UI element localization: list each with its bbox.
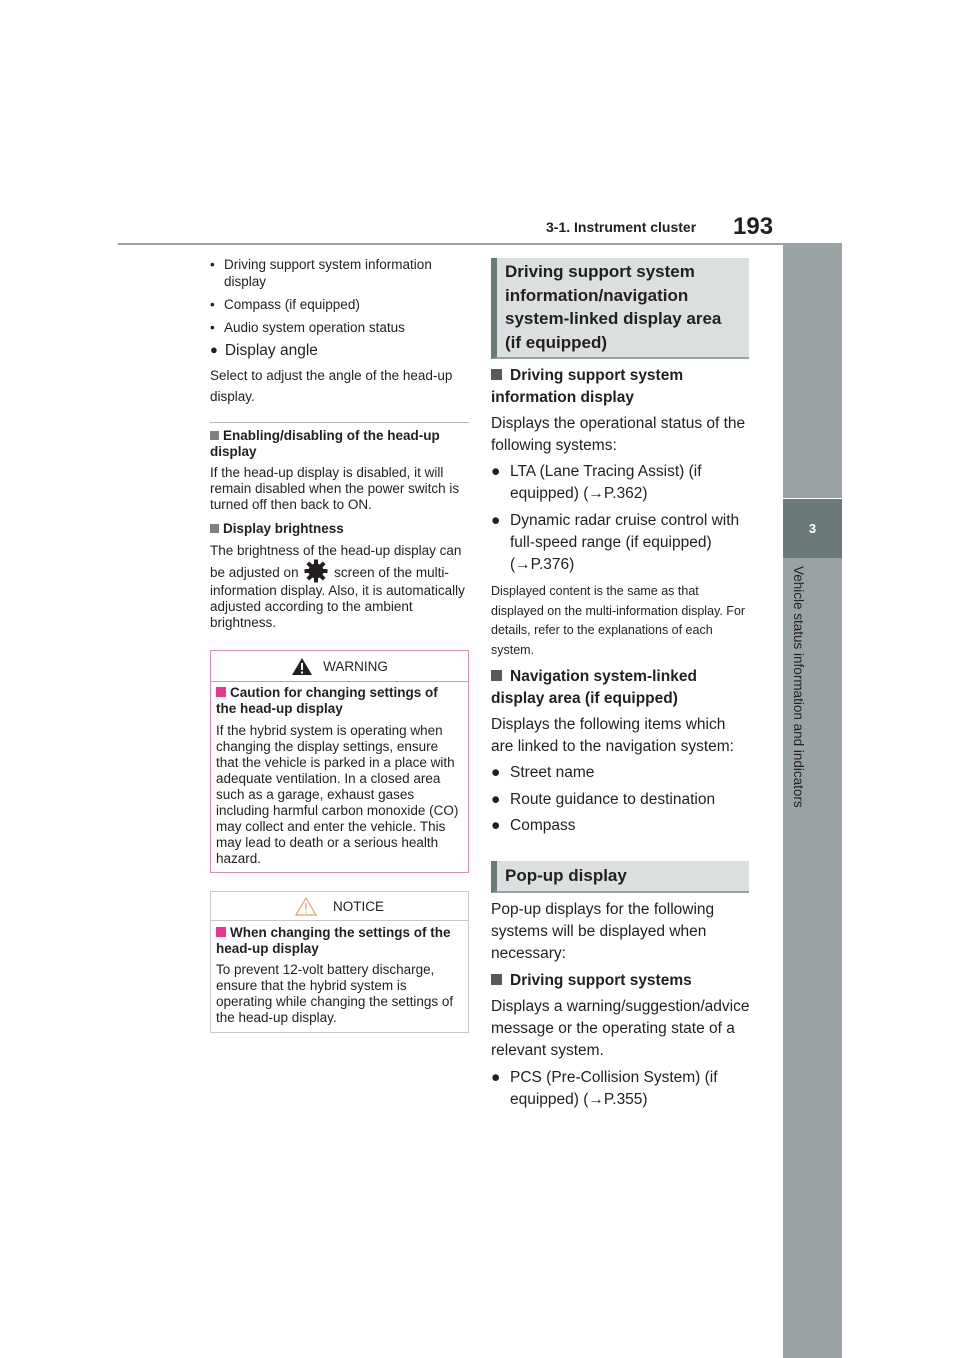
square-bullet-icon [491,369,502,380]
enabling-text: If the head-up display is disabled, it will remain disabled when the power switch is turned off then back to ON. [210,465,460,512]
warning-label: WARNING [323,658,388,674]
navigation-intro: Displays the following items which are linked to the navigation system: [491,716,734,755]
side-tab-top [783,245,842,498]
driving-support-note: Displayed content is the same as that displayed on the multi-information display. For details, refer to the explanations of each system. [491,584,746,657]
brightness-heading: Display brightness [210,521,468,537]
notice-header [211,892,468,921]
chapter-title-text: Vehicle status information and indicators [791,566,806,808]
list-item: ● Compass [491,817,576,834]
notice-text: To prevent 12-volt battery discharge, ensure that the hybrid system is operating while changing the settings of the head-up display. [216,962,454,1025]
warning-text: If the hybrid system is operating when changing the display settings, ensure that the vehicle is parked in a place with adequate ventilation. In a closed area such as a garage, exhaust gases including harmful carbon monoxide (CO) may collect and enter the vehicle. This may lead to death or a serious health hazard. [216,723,459,866]
square-bullet-icon [216,687,226,697]
notice-label: NOTICE [332,898,384,914]
section-heading-display-area: Driving support system information/navigation system-linked display area (if equipped) [491,258,749,359]
divider [210,422,469,423]
notice-box [210,891,469,1033]
square-bullet-icon [216,927,226,937]
chapter-tab: 3 [783,499,842,558]
list-item: • Driving support system information display [210,257,432,289]
driving-support-intro: Displays the operational status of the following systems: [491,415,746,454]
warning-header [211,651,468,682]
list-item: ● Route guidance to destination [491,791,716,808]
brightness-text: The brightness of the head-up display can be adjusted on screen of the multi-information display. Also, it is automatically adjusted according to the ambient brightness. [210,543,465,630]
warning-triangle-icon [291,657,313,676]
popup-intro: Pop-up displays for the following systems will be displayed when necessary: [491,901,715,962]
header-rule [118,243,842,245]
square-bullet-icon [210,524,219,533]
sub-heading-navigation-linked: Navigation system-linked display area (if equipped) [491,668,697,707]
list-item: ● LTA (Lane Tracing Assist) (if equipped) (→P.362) [491,463,702,502]
notice-triangle-icon [295,897,317,916]
sub-heading-driving-support-info: Driving support system information display [491,367,684,406]
list-item: ● Street name [491,764,595,781]
notice-title: When changing the settings of the head-up display [216,925,451,956]
square-bullet-icon [491,670,502,681]
warning-box [210,650,469,873]
chapter-title-vertical [782,566,806,866]
list-item: • Compass (if equipped) [210,297,360,312]
gear-icon [304,559,328,583]
section-heading-popup: Pop-up display [491,861,749,893]
section-title: 3-1. Instrument cluster [546,219,697,235]
warning-title: Caution for changing settings of the head-up display [216,685,438,716]
enabling-heading: Enabling/disabling of the head-up display [210,428,440,459]
square-bullet-icon [210,431,219,440]
sub-heading-driving-support-systems: Driving support systems [491,970,750,992]
display-angle-heading: ● Display angle [210,342,318,359]
list-item: • Audio system operation status [210,320,405,335]
list-item: ● PCS (Pre-Collision System) (if equipped) (→P.355) [491,1069,718,1108]
driving-support-systems-intro: Displays a warning/suggestion/advice message or the operating state of a relevant system. [491,998,750,1059]
display-angle-text: Select to adjust the angle of the head-up display. [210,368,453,404]
list-item: ● Dynamic radar cruise control with full-speed range (if equipped) (→P.376) [491,512,740,573]
page-number: 193 [733,213,774,240]
square-bullet-icon [491,974,502,985]
